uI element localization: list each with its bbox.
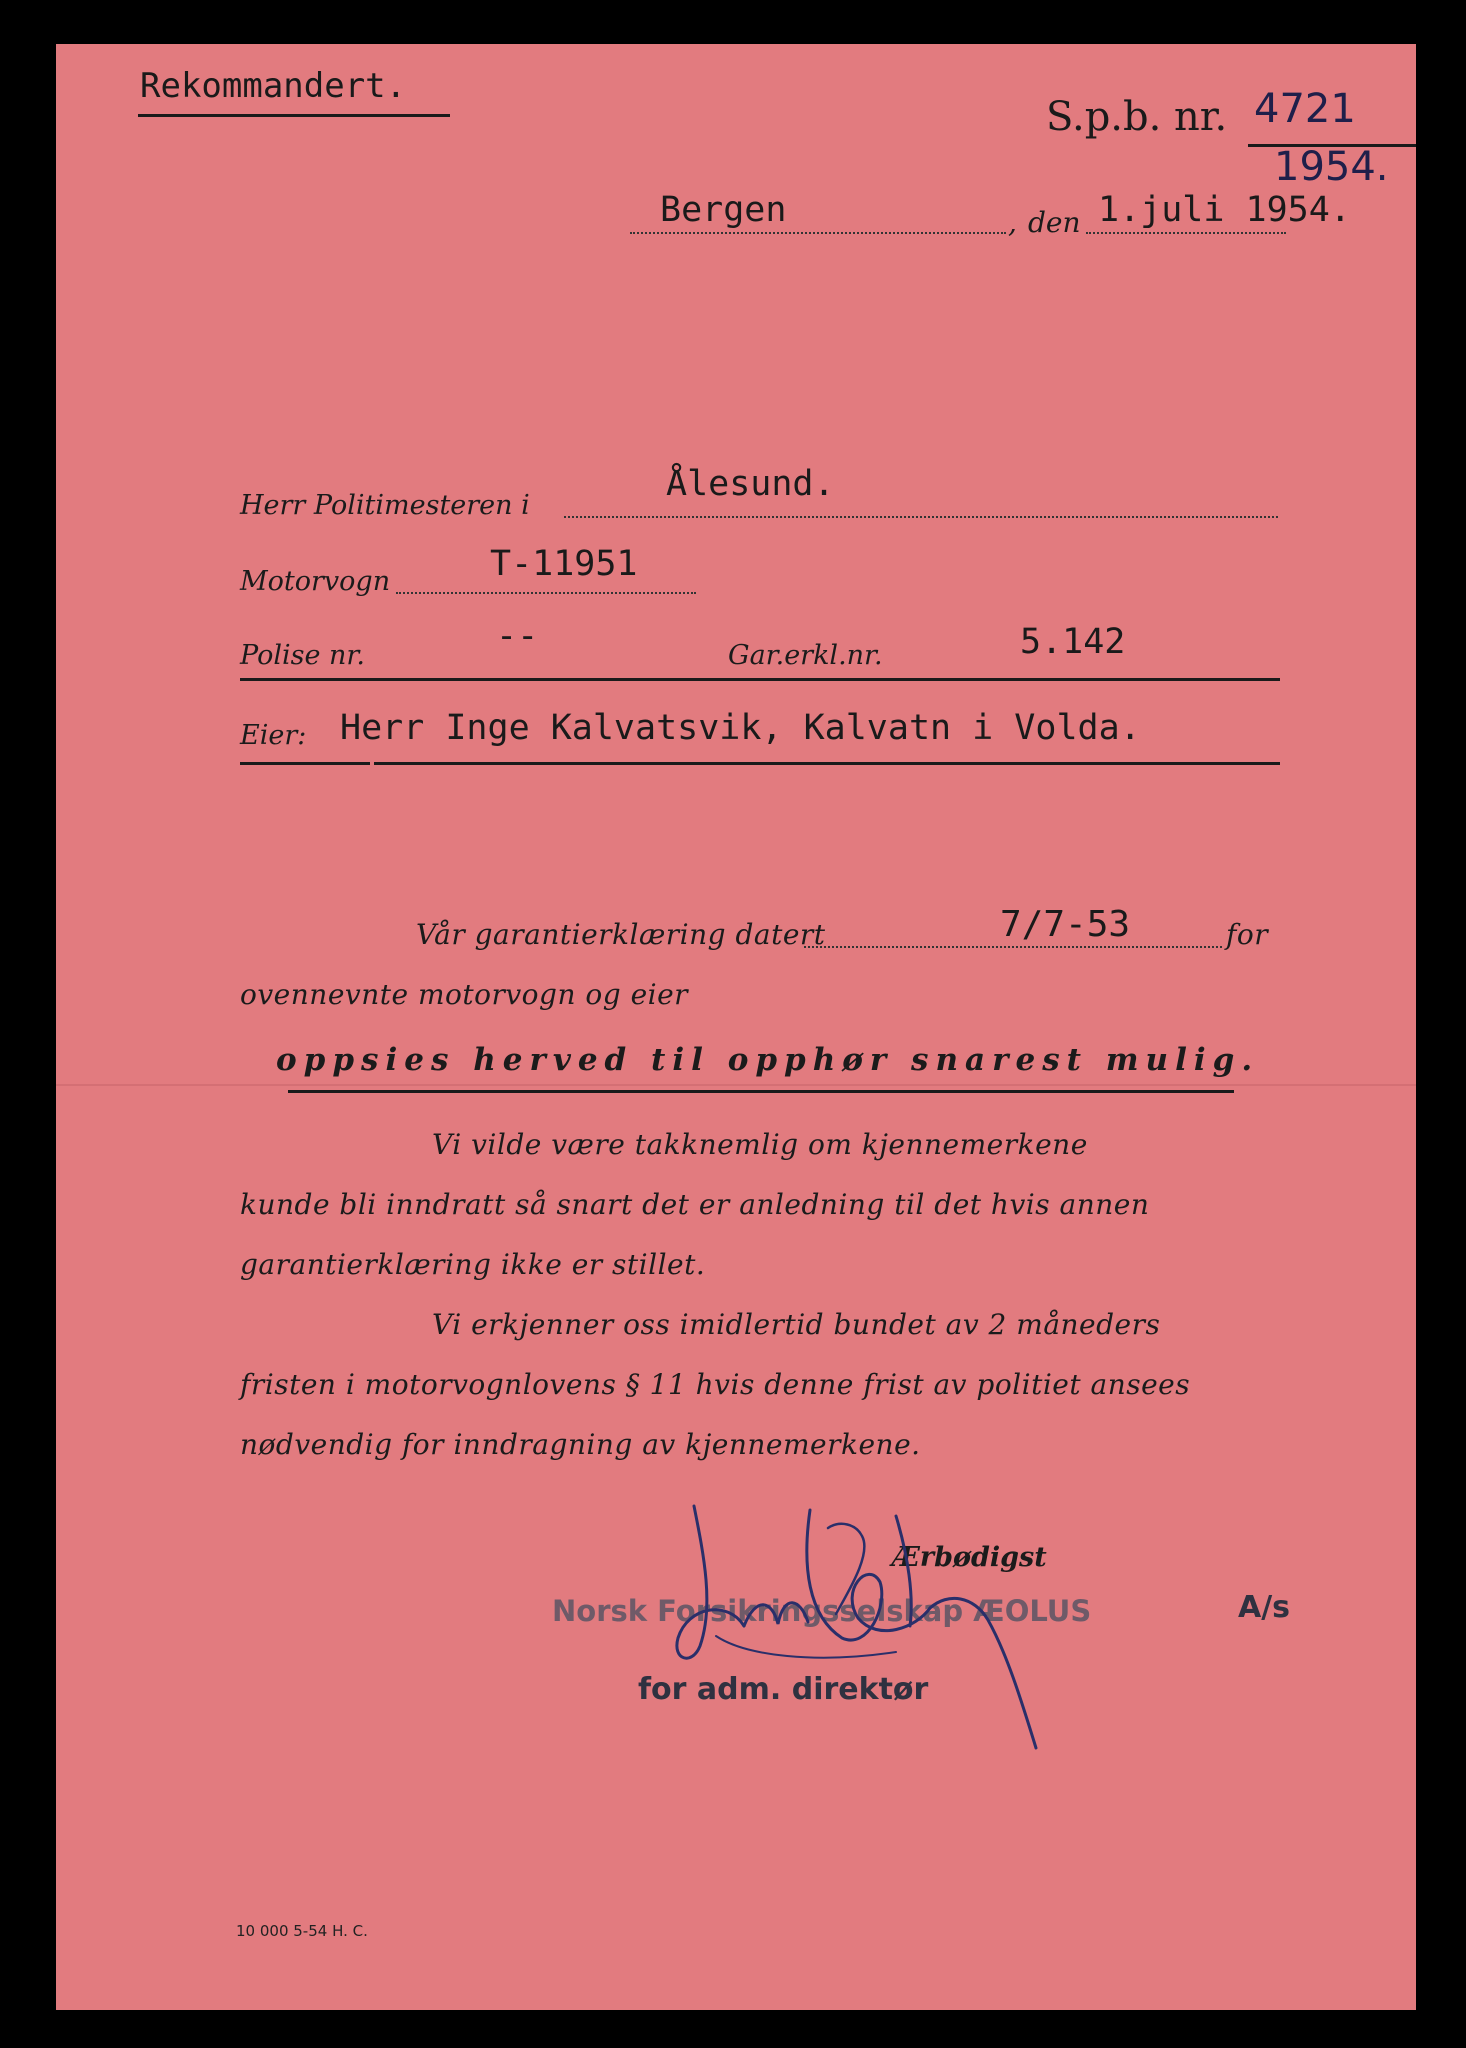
spb-number: 4721 [1254,86,1356,132]
place-comma: , [1008,206,1017,239]
den-label: den [1028,206,1081,239]
vehicle-label: Motorvogn [240,566,391,597]
place-dotted-line [630,232,1006,234]
spb-year: 1954. [1274,144,1389,190]
para2-line3: nødvendig for inndragning av kjennemerkene. [240,1428,921,1461]
guarantee-value: 5.142 [1020,622,1126,662]
recipient-dotted-line [564,516,1278,518]
regards: Ærbødigst [892,1542,1047,1573]
owner-label-underline [240,762,370,765]
registered-underline [138,114,450,117]
policy-rule [240,678,1280,681]
para1-line1: Vi vilde være takknemlig om kjennemerkene [432,1128,1088,1161]
recipient-label: Herr Politimesteren i [240,490,530,521]
termination-underline [288,1090,1234,1093]
para2-line2: fristen i motorvognlovens § 11 hvis denne frist av politiet ansees [240,1368,1191,1401]
handwritten-signature [596,1496,1056,1756]
date-dotted-line [1086,232,1286,234]
owner-value: Herr Inge Kalvatsvik, Kalvatn i Volda. [340,708,1141,748]
para1-line2: kunde bli inndratt så snart det er anledning til det hvis annen [240,1188,1150,1221]
para1-line3: garantierklæring ikke er stillet. [240,1248,706,1281]
para2-line1: Vi erkjenner oss imidlertid bundet av 2 måneders [432,1308,1161,1341]
owner-label: Eier: [240,720,307,751]
spb-label: S.p.b. nr. [1046,94,1228,140]
policy-value: -- [496,616,539,656]
document-sheet [56,44,1416,2010]
guarantee-label: Gar.erkl.nr. [728,640,883,671]
date: 1.juli 1954. [1098,190,1351,230]
company-stamp: Norsk Forsikringsselskap ÆOLUS [552,1594,1092,1628]
vehicle-dotted-line [396,592,696,594]
recipient-value: Ålesund. [666,464,835,504]
owner-value-underline [374,762,1280,765]
body-line1-date: 7/7-53 [1000,904,1131,945]
termination-notice: oppsies herved til opphør snarest mulig. [276,1042,1260,1078]
body-line2: ovennevnte motorvogn og eier [240,978,689,1011]
registered-mail-label: Rekommandert. [140,66,407,106]
print-code: 10 000 5-54 H. C. [236,1922,368,1940]
body-line1-pre: Vår garantierklæring datert [416,918,826,951]
company-suffix: A/s [1238,1590,1291,1625]
body-line1-post: for [1226,918,1269,951]
signatory-title: for adm. direktør [638,1672,929,1707]
datert-dotted-line [804,946,1222,948]
place: Bergen [660,190,787,230]
vehicle-value: T-11951 [490,544,638,584]
policy-label: Polise nr. [240,640,365,671]
